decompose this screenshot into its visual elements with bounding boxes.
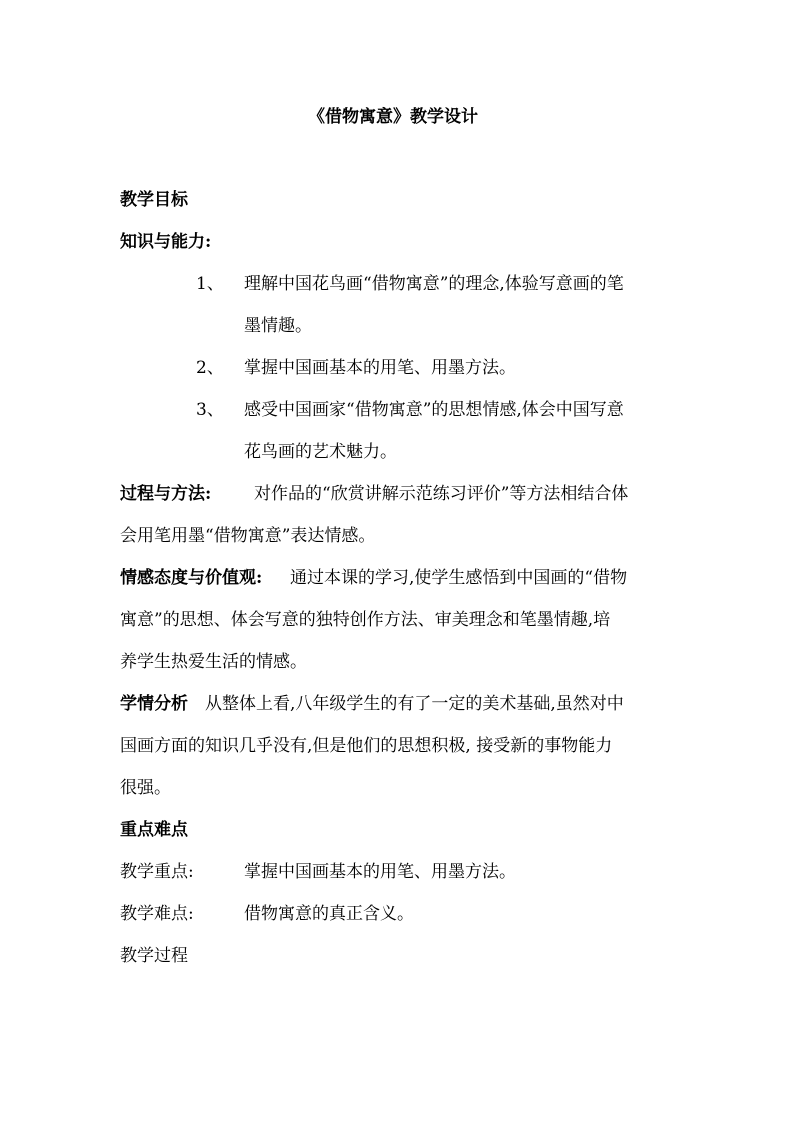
goal-text: 感受中国画家“借物寓意”的思想情感,体会中国写意	[244, 400, 624, 420]
goal-number: 3、	[196, 400, 224, 420]
goal-text: 掌握中国画基本的用笔、用墨方法。	[244, 358, 516, 378]
emotion-text-continued: 养学生热爱生活的情感。	[120, 652, 307, 672]
emotion-text-continued: 寓意”的思想、体会写意的独特创作方法、审美理念和笔墨情趣,培	[120, 610, 611, 630]
key-point-text: 掌握中国画基本的用笔、用墨方法。	[244, 862, 516, 882]
goal-text: 理解中国花鸟画“借物寓意”的理念,体验写意画的笔	[244, 274, 624, 294]
key-points-heading: 重点难点	[120, 820, 188, 840]
emotion-label: 情感态度与价值观:	[120, 568, 263, 588]
document-title: 《借物寓意》教学设计	[308, 107, 478, 127]
key-point-label: 教学重点:	[120, 862, 194, 882]
emotion-text: 通过本课的学习,使学生感悟到中国画的“借物	[290, 568, 628, 588]
process-label: 过程与方法:	[120, 484, 212, 504]
teaching-goals-heading: 教学目标	[120, 190, 188, 210]
analysis-text-continued: 很强。	[120, 778, 171, 798]
goal-text-continued: 墨情趣。	[244, 316, 312, 336]
knowledge-heading: 知识与能力:	[120, 232, 212, 252]
analysis-text-continued: 国画方面的知识几乎没有,但是他们的思想积极, 接受新的事物能力	[120, 736, 613, 756]
difficult-point-text: 借物寓意的真正含义。	[244, 904, 414, 924]
teaching-process-heading: 教学过程	[120, 946, 188, 966]
goal-number: 1、	[196, 274, 224, 294]
goal-number: 2、	[196, 358, 224, 378]
analysis-label: 学情分析	[120, 694, 188, 714]
goal-text-continued: 花鸟画的艺术魅力。	[244, 442, 397, 462]
difficult-point-label: 教学难点:	[120, 904, 194, 924]
process-text-continued: 会用笔用墨“借物寓意”表达情感。	[120, 526, 376, 546]
analysis-text: 从整体上看,八年级学生的有了一定的美术基础,虽然对中	[205, 694, 624, 714]
process-text: 对作品的“欣赏讲解示范练习评价”等方法相结合体	[254, 484, 629, 504]
